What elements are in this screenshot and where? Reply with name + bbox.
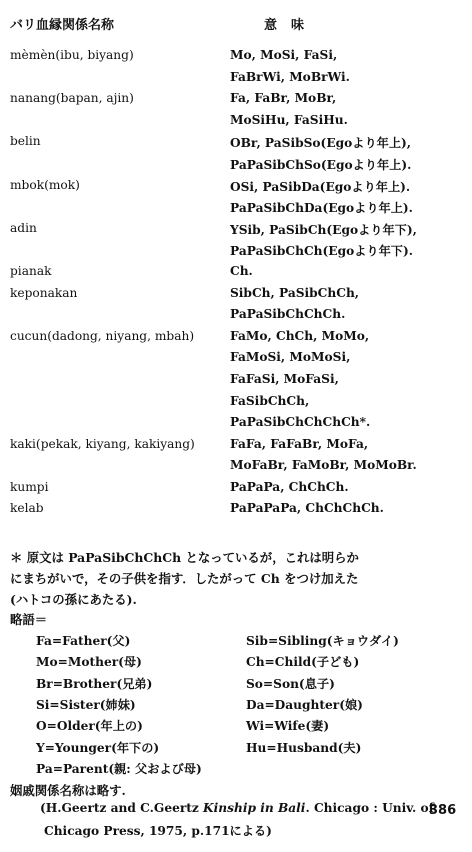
kinship-term: mèmèn(ibu, biyang) [10, 48, 134, 62]
table-row [0, 264, 472, 286]
table-row [0, 350, 472, 372]
kinship-term: mbok(mok) [10, 177, 80, 192]
kinship-term: pianak [10, 263, 52, 278]
citation-line-1 [40, 801, 434, 815]
legend-entry: Si=Sister(姉妹) [36, 697, 136, 712]
table-row [0, 480, 472, 502]
kinship-meaning: Mo, MoSi, FaSi, [230, 48, 338, 62]
kinship-meaning: FaFa, FaFaBr, MoFa, [230, 436, 369, 451]
legend-entry: Mo=Mother(母) [36, 655, 142, 670]
column-header-meaning: 意味 [264, 18, 319, 33]
table-row [0, 329, 472, 351]
table-row [0, 199, 472, 221]
table-row [0, 242, 472, 264]
kinship-meaning: PaPaSibChChChCh*. [230, 415, 371, 430]
kinship-term: cucun(dadong, niyang, mbah) [10, 328, 195, 343]
legend-entry: So=Son(息子) [246, 676, 335, 691]
kinship-meaning: YSib, PaSibCh(Egoより年下), [230, 222, 417, 237]
footnote-line-1: ＊ 原文は PaPaSibChChCh となっているが，これは明らか [10, 550, 359, 565]
table-row [0, 221, 472, 243]
table-row [0, 394, 472, 416]
affinal-terms-note: 姻戚関係名称は略す. [10, 783, 126, 798]
table-row [0, 134, 472, 156]
footnote-line-3: (ハトコの孫にあたる). [10, 592, 137, 607]
kinship-meaning: MoSiHu, FaSiHu. [230, 112, 348, 127]
kinship-meaning: PaPaPa, ChChCh. [230, 479, 349, 494]
legend-entry: Wi=Wife(妻) [246, 719, 330, 734]
table-row [0, 91, 472, 113]
table-row [0, 70, 472, 92]
kinship-meaning: FaMoSi, MoMoSi, [230, 350, 351, 365]
citation-pre: (H.Geertz and C.Geertz [40, 801, 204, 815]
table-row [0, 156, 472, 178]
kinship-term: nanang(bapan, ajin) [10, 91, 134, 106]
table-row [0, 286, 472, 308]
table-row [0, 415, 472, 437]
kinship-term: adin [10, 220, 37, 235]
table-row [0, 458, 472, 480]
kinship-table [0, 48, 472, 523]
kinship-term: kelab [10, 501, 44, 516]
kinship-meaning: PaPaPaPa, ChChChCh. [230, 501, 384, 516]
kinship-meaning: OBr, PaSibSo(Egoより年上), [230, 136, 412, 151]
kinship-meaning: PaPaSibChChCh. [230, 307, 346, 322]
citation-book-title: Kinship in Bali [203, 801, 306, 815]
kinship-term: kumpi [10, 479, 49, 494]
legend-entry: Y=Younger(年下の) [36, 740, 160, 755]
legend-entry: O=Older(年上の) [36, 719, 143, 734]
legend-entry: Br=Brother(兄弟) [36, 676, 153, 691]
page-number: 386 [429, 803, 457, 818]
kinship-term: kaki(pekak, kiyang, kakiyang) [10, 436, 195, 451]
table-row [0, 437, 472, 459]
kinship-meaning: Ch. [230, 263, 253, 278]
kinship-term: keponakan [10, 285, 78, 300]
table-row [0, 501, 472, 523]
kinship-meaning: PaPaSibChSo(Egoより年上). [230, 157, 412, 172]
legend-entry: Ch=Child(子ども) [246, 655, 360, 670]
abbreviations-title: 略語＝ [10, 612, 48, 627]
legend-entry: Sib=Sibling(キョウダイ) [246, 634, 399, 648]
kinship-meaning: FaMo, ChCh, MoMo, [230, 328, 370, 343]
kinship-meaning: OSi, PaSibDa(Egoより年上). [230, 179, 411, 194]
legend-entry: Da=Daughter(娘) [246, 697, 363, 712]
legend-entry: Pa=Parent(親: 父および母) [36, 761, 202, 776]
citation-post: . Chicago : Univ. of [305, 801, 434, 815]
citation-line-2: Chicago Press, 1975, p.171による) [44, 824, 272, 838]
table-row [0, 178, 472, 200]
table-row [0, 113, 472, 135]
kinship-meaning: FaSibChCh, [230, 393, 310, 408]
table-row [0, 372, 472, 394]
kinship-meaning: PaPaSibChDa(Egoより年上). [230, 201, 413, 216]
table-row [0, 307, 472, 329]
kinship-meaning: FaFaSi, MoFaSi, [230, 371, 339, 386]
kinship-meaning: FaBrWi, MoBrWi. [230, 69, 350, 84]
legend-entry: Hu=Husband(夫) [246, 740, 362, 755]
kinship-meaning: SibCh, PaSibChCh, [230, 285, 360, 300]
legend-entry: Fa=Father(父) [36, 634, 131, 648]
footnote-line-2: にまちがいで，その子供を指す．したがって Ch をつけ加えた [10, 571, 359, 586]
table-row [0, 48, 472, 70]
kinship-meaning: MoFaBr, FaMoBr, MoMoBr. [230, 458, 417, 473]
kinship-meaning: PaPaSibChCh(Egoより年下). [230, 244, 414, 259]
kinship-meaning: Fa, FaBr, MoBr, [230, 91, 337, 106]
kinship-term: belin [10, 134, 41, 149]
column-header-terms: バリ血縁関係名称 [10, 18, 115, 33]
